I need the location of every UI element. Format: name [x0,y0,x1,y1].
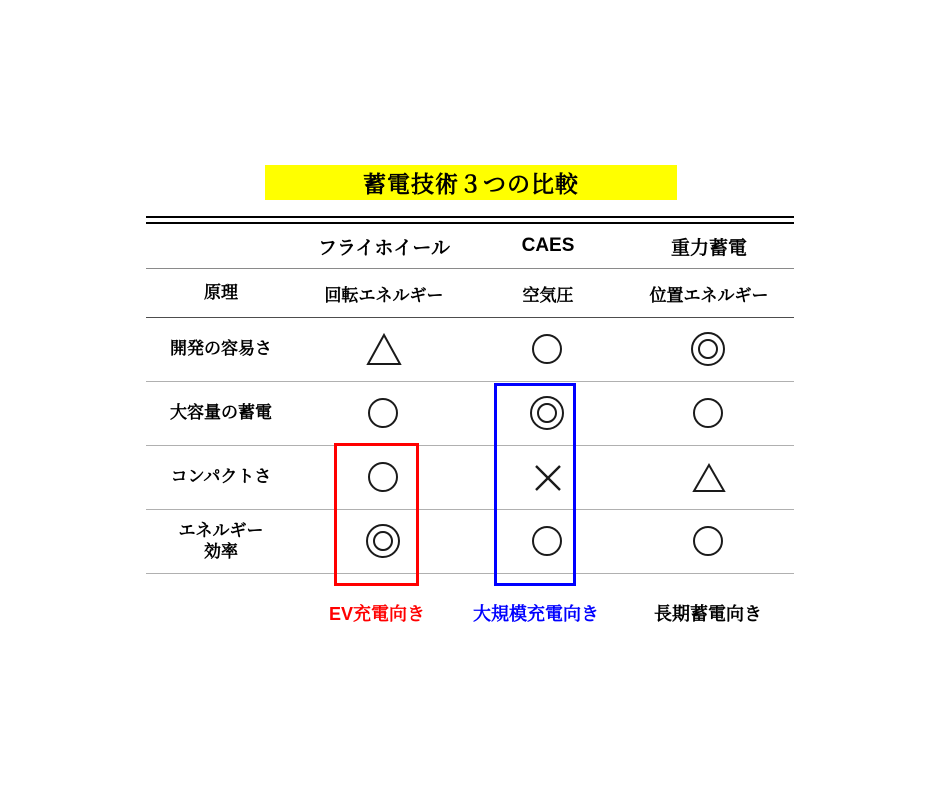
comparison-table-wrapper [146,216,794,574]
caption-caes: 大規模充電向き [473,604,599,624]
row-label-principle: 原理 [146,269,296,318]
row-label-development-ease: 開発の容易さ [146,318,296,382]
cross-icon [528,458,568,498]
table-header-row [146,223,794,269]
circle-icon [689,522,729,562]
title-banner [265,165,677,200]
header-gravity: 重力蓄電 [624,223,794,269]
cell-development-ease-caes [472,318,624,382]
row-label-large-capacity: 大容量の蓄電 [146,382,296,446]
cell-large-capacity-gravity [624,382,794,446]
row-label-energy-efficiency [146,510,296,574]
comparison-table [146,216,794,574]
table-row [146,446,794,510]
cell-development-ease-gravity [624,318,794,382]
principle-caes: 空気圧 [472,269,624,318]
double-circle-icon [689,330,729,370]
circle-icon [689,394,729,434]
triangle-icon [689,458,729,498]
header-corner-cell [146,223,296,269]
cell-development-ease-flywheel [296,318,472,382]
principle-flywheel: 回転エネルギー [296,269,472,318]
circle-icon [364,394,404,434]
cell-compactness-flywheel [296,446,472,510]
double-circle-icon [528,394,568,434]
circle-icon [528,330,568,370]
cell-energy-efficiency-flywheel [296,510,472,574]
header-flywheel: フライホイール [296,223,472,269]
cell-compactness-gravity [624,446,794,510]
principle-gravity: 位置エネルギー [624,269,794,318]
triangle-icon [364,330,404,370]
table-row [146,382,794,446]
cell-energy-efficiency-caes [472,510,624,574]
row-label-line1: エネルギー [178,520,264,540]
page-title: 蓄電技術３つの比較 [363,171,579,197]
header-caes: CAES [472,223,624,269]
row-label-line2: 効率 [204,541,238,561]
table-row [146,510,794,574]
cell-compactness-caes [472,446,624,510]
cell-large-capacity-flywheel [296,382,472,446]
cell-energy-efficiency-gravity [624,510,794,574]
table-row [146,318,794,382]
caption-gravity: 長期蓄電向き [654,604,762,624]
caption-flywheel: EV充電向き [328,604,425,624]
double-circle-icon [364,522,404,562]
cell-large-capacity-caes [472,382,624,446]
table-row [146,269,794,318]
circle-icon [364,458,404,498]
circle-icon [528,522,568,562]
row-label-compactness: コンパクトさ [146,446,296,510]
